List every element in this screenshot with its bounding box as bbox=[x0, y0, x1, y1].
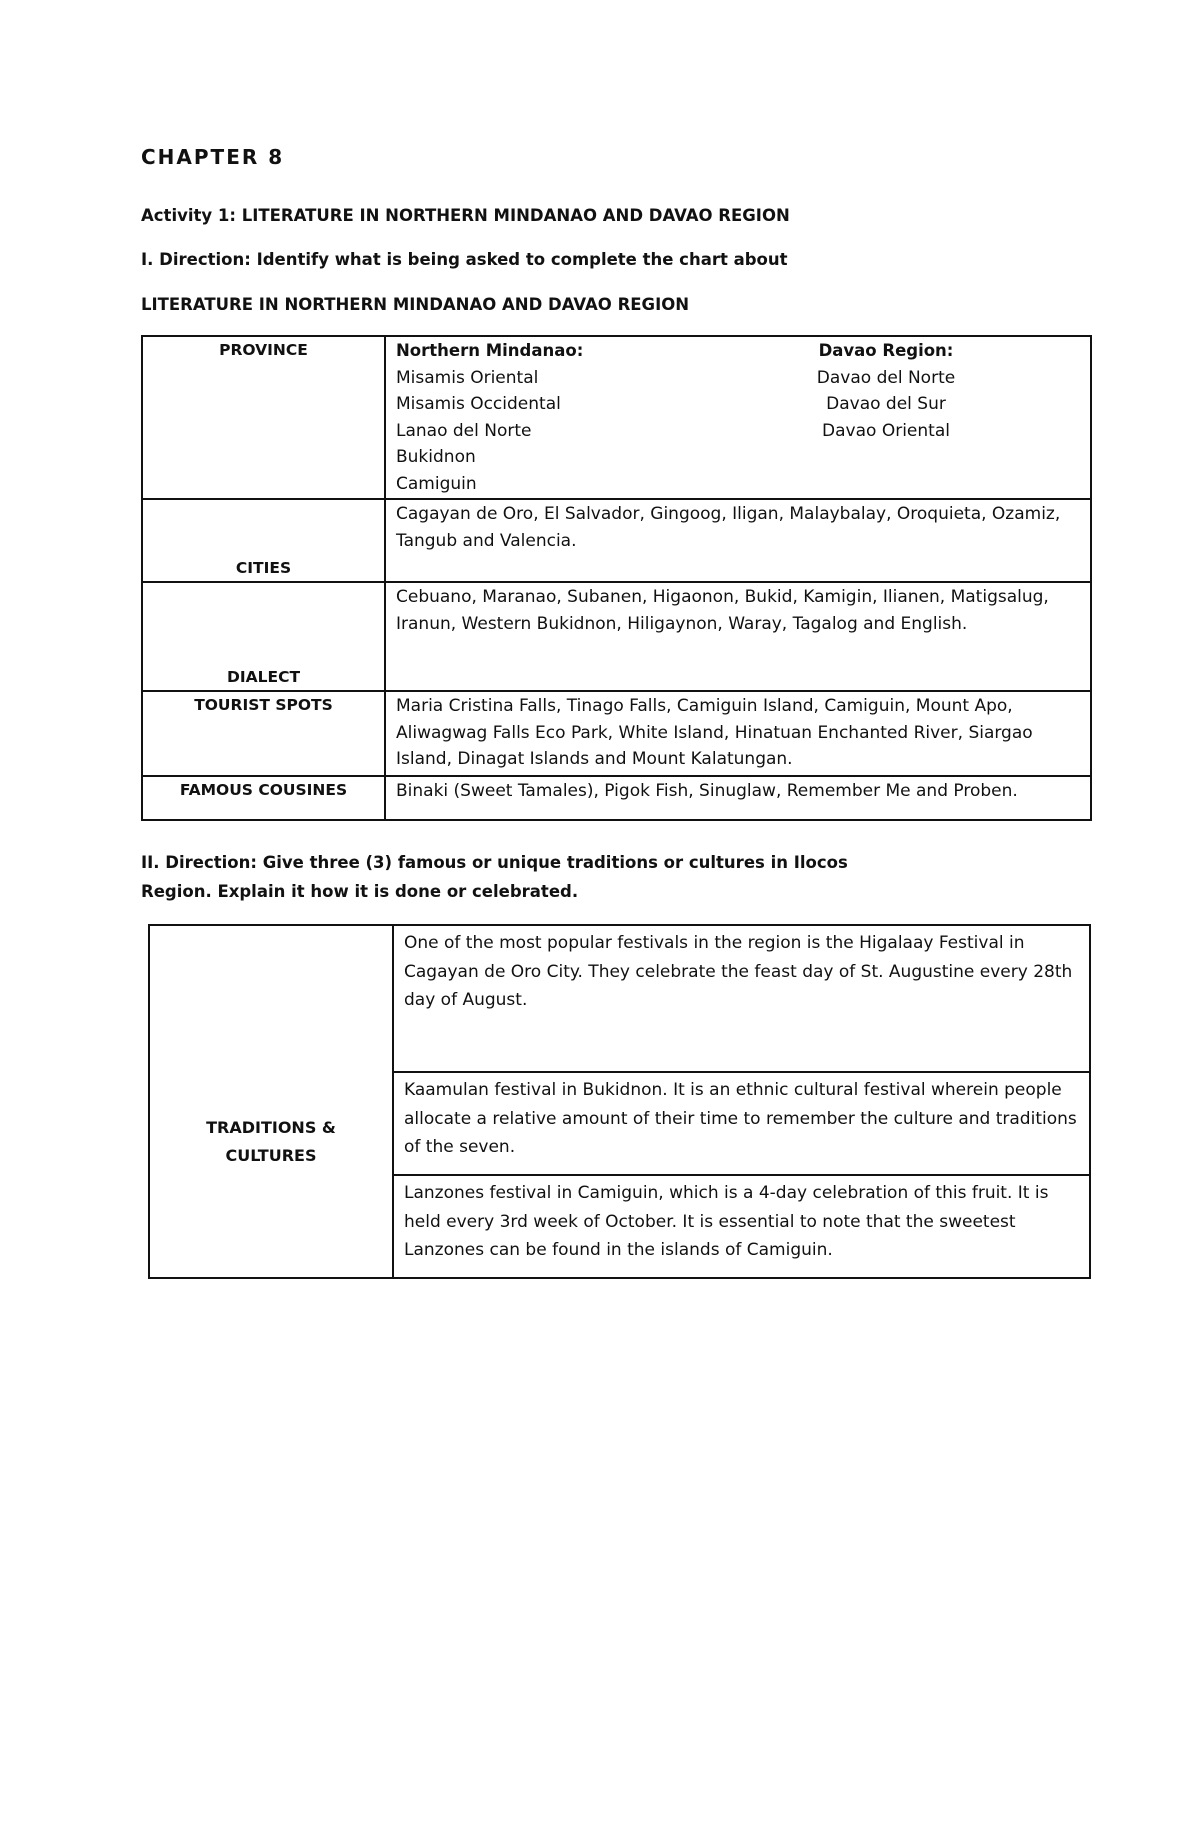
chapter-heading: CHAPTER 8 bbox=[141, 145, 285, 169]
table-row-famous-cousines bbox=[142, 776, 1091, 820]
tradition-entry-kaamulan: Kaamulan festival in Bukidnon. It is an ethnic cultural festival wherein people allocate a relative amount of their time to remember the culture and traditions of the seven. bbox=[393, 1072, 1090, 1175]
table-row bbox=[149, 925, 1090, 1072]
cities-label: CITIES bbox=[142, 499, 385, 582]
list-item: Camiguin bbox=[396, 473, 477, 494]
activity-title: Activity 1: LITERATURE IN NORTHERN MINDANAO AND DAVAO REGION bbox=[141, 206, 790, 225]
direction-two-line-one: II. Direction: Give three (3) famous or unique traditions or cultures in Ilocos bbox=[141, 853, 848, 872]
dialect-value: Cebuano, Maranao, Subanen, Higaonon, Bukid, Kamigin, Ilianen, Matigsalug, Iranun, Western Bukidnon, Hiligaynon, Waray, Tagalog and English. bbox=[385, 582, 1091, 691]
literature-chart-table bbox=[141, 335, 1092, 821]
davao-region-list bbox=[736, 338, 1036, 497]
tourist-spots-value: Maria Cristina Falls, Tinago Falls, Camiguin Island, Camiguin, Mount Apo, Aliwagwag Falls Eco Park, White Island, Hinatuan Enchanted River, Siargao Island, Dinagat Islands and Mount Kalatungan. bbox=[385, 691, 1091, 776]
list-item: Bukidnon bbox=[396, 447, 476, 467]
direction-two-line-two: Region. Explain it how it is done or celebrated. bbox=[141, 882, 579, 901]
table-row-tourist-spots bbox=[142, 691, 1091, 776]
table-row-province bbox=[142, 336, 1091, 499]
famous-cousines-label: FAMOUS COUSINES bbox=[142, 776, 385, 820]
chart-title: LITERATURE IN NORTHERN MINDANAO AND DAVAO REGION bbox=[141, 295, 690, 314]
list-item: Misamis Occidental bbox=[396, 394, 561, 414]
list-item: Davao del Sur bbox=[826, 394, 946, 414]
list-item: Davao del Norte bbox=[816, 367, 956, 388]
table-row-cities bbox=[142, 499, 1091, 582]
northern-mindanao-header: Northern Mindanao: bbox=[396, 341, 584, 360]
tourist-spots-label: TOURIST SPOTS bbox=[142, 691, 385, 776]
province-value bbox=[385, 336, 1091, 499]
list-item: Davao Oriental bbox=[822, 420, 950, 441]
dialect-label: DIALECT bbox=[142, 582, 385, 691]
famous-cousines-value: Binaki (Sweet Tamales), Pigok Fish, Sinuglaw, Remember Me and Proben. bbox=[385, 776, 1091, 820]
province-label: PROVINCE bbox=[142, 336, 385, 499]
tradition-entry-higalaay: One of the most popular festivals in the region is the Higalaay Festival in Cagayan de Oro City. They celebrate the feast day of St. Augustine every 28th day of August. bbox=[393, 925, 1090, 1072]
traditions-table bbox=[148, 924, 1091, 1279]
traditions-label-line-one: TRADITIONS & bbox=[206, 1117, 336, 1137]
traditions-label-line-two: CULTURES bbox=[225, 1145, 317, 1165]
direction-one: I. Direction: Identify what is being asked to complete the chart about bbox=[141, 250, 788, 269]
davao-region-header: Davao Region: bbox=[818, 341, 954, 360]
table-row-dialect bbox=[142, 582, 1091, 691]
traditions-label bbox=[149, 925, 393, 1278]
tradition-entry-lanzones: Lanzones festival in Camiguin, which is a 4-day celebration of this fruit. It is held every 3rd week of October. It is essential to note that the sweetest Lanzones can be found in the islands of Camiguin. bbox=[393, 1175, 1090, 1278]
list-item: Lanao del Norte bbox=[396, 420, 532, 441]
list-item: Misamis Oriental bbox=[396, 367, 539, 388]
cities-value: Cagayan de Oro, El Salvador, Gingoog, Iligan, Malaybalay, Oroquieta, Ozamiz, Tangub and Valencia. bbox=[385, 499, 1091, 582]
northern-mindanao-list bbox=[396, 338, 736, 497]
